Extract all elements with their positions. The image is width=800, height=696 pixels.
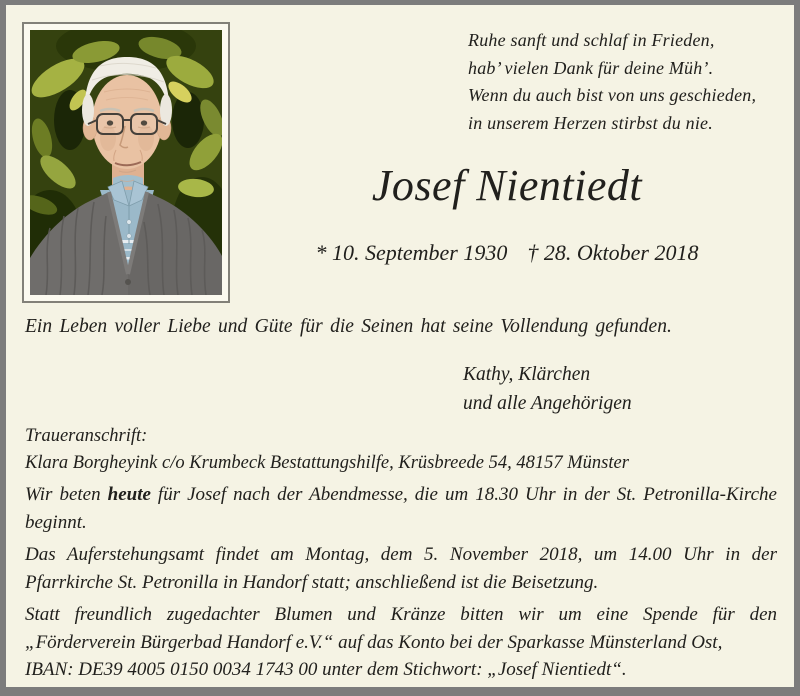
- portrait-photo: [30, 30, 222, 295]
- funeral-service-notice: [25, 541, 777, 596]
- service-line: Das Auferstehungsamt findet am Montag, dem 5. November 2018, um 14.00 Uhr in der: [25, 544, 777, 565]
- prayer-emphasis: heute: [107, 484, 151, 505]
- donation-line: IBAN: DE39 4005 0150 0034 1743 00 unter dem Stichwort: „Josef Nientiedt“.: [25, 659, 627, 680]
- portrait-photo-frame: [22, 22, 230, 303]
- donation-line: „Förderverein Bürgerbad Handorf e.V.“ auf das Konto bei der Sparkasse Münsterland Ost,: [25, 631, 723, 653]
- prayer-text: Wir beten: [25, 484, 108, 505]
- prayer-text: für Josef nach der Abendmesse, die um 18.30 Uhr in der St. Petronilla-Kirche: [150, 484, 777, 505]
- poem-line: Wenn du auch bist von uns geschieden,: [468, 85, 757, 105]
- donation-line: Statt freundlich zugedachter Blumen und Kränze bitten wir um eine Spende für den: [25, 604, 777, 625]
- donation-notice: [25, 601, 777, 684]
- life-dates: [230, 240, 784, 266]
- mourning-address-value: Klara Borgheyink c/o Krumbeck Bestattungshilfe, Krüsbreede 54, 48157 Münster: [25, 453, 629, 473]
- service-line: Pfarrkirche St. Petronilla in Handorf statt; anschließend ist die Beisetzung.: [25, 571, 599, 593]
- death-date: † 28. Oktober 2018: [527, 240, 699, 265]
- birth-date: * 10. September 1930: [315, 240, 508, 265]
- deceased-name: Josef Nientiedt: [371, 161, 643, 210]
- mourning-address: [25, 423, 629, 477]
- memorial-poem: [468, 27, 756, 137]
- epitaph-line: Ein Leben voller Liebe und Güte für die Seinen hat seine Vollendung gefunden.: [25, 316, 672, 337]
- prayer-notice: [25, 481, 777, 536]
- mourners-line: Kathy, Klärchen: [463, 364, 591, 385]
- poem-line: hab’ vielen Dank für deine Müh’.: [468, 57, 714, 78]
- poem-line: Ruhe sanft und schlaf in Frieden,: [468, 30, 715, 50]
- prayer-line: beginnt.: [25, 511, 87, 533]
- mourners-names: [463, 361, 632, 418]
- mourning-address-label: Traueranschrift:: [25, 426, 148, 446]
- prayer-line: [25, 481, 777, 509]
- poem-line: in unserem Herzen stirbst du nie.: [468, 112, 713, 133]
- mourners-line: und alle Angehörigen: [463, 392, 632, 414]
